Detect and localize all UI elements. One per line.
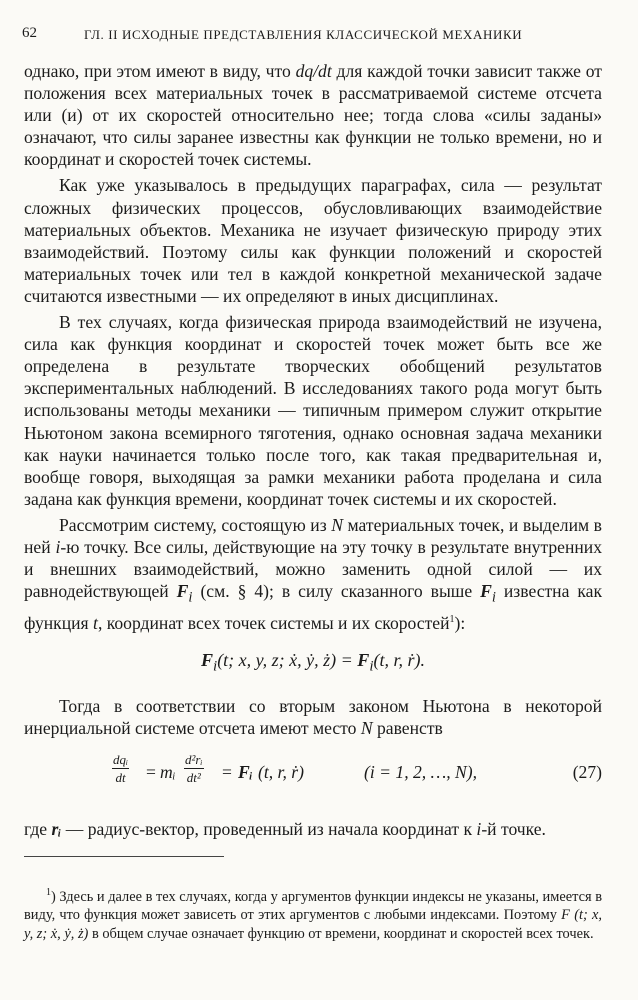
math-r: rᵢ [51,818,62,839]
text: — радиус-вектор, проведенный из начала координат к [61,818,477,839]
math-condition: (i = 1, 2, …, N), [364,761,478,782]
footnote-mark: 1 [46,887,51,898]
math-F: F [357,649,370,670]
math-dq-dt: dq/dt [295,61,332,81]
math-sub-i: i [213,658,218,675]
fraction-denominator: dt² [186,769,201,785]
math-args-left: (t; x, y, z; ẋ, ẏ, ż) = [217,649,358,670]
running-header [22,25,602,47]
page-number: 62 [22,25,37,41]
math-N: N [331,514,343,535]
fraction-numerator: d²rᵢ [185,751,203,767]
page-body [24,60,602,840]
equals-sign: = [146,761,156,782]
equation-27 [24,752,602,800]
math-F: Fᵢ [238,761,253,782]
text: Тогда в соответствии со вторым законом Ньютона в некоторой инерциальной системе отсчета имеют место [24,696,602,739]
formula-force [24,650,602,676]
text: Рассмотрим систему, состоящую из [59,514,332,535]
math-t: t [93,612,98,633]
text: для каждой точки зависит также от положения всех материальных точек в рассматриваемой системе отсчета или (и) от их скоростей относительно нее; тогда слова «силы заданы» означают, что силы заранее известны как функции не только времени, но и координат и скоростей точек системы. [24,61,602,170]
text: ): [454,612,466,633]
text: -ю точку. Все силы, действующие на эту точку в результате внутренних и внешних взаимодействий, можно заменить одной силой — их равнодействующей [24,536,602,602]
text: материальных точек, и выделим в ней [24,514,602,557]
text: ) Здесь и далее в тех случаях, когда у аргументов функции индексы не указаны, имеется в виду, что функция может зависеть от этих аргументов с любыми индексами. Поэтому [24,888,602,924]
math-args-right: (t, r, ṙ). [373,649,425,670]
math-sub-i: i [491,589,496,606]
text: где [24,818,52,839]
text: известна как функция [24,581,602,633]
text: (см. § 4); в силу сказанного выше [192,581,481,602]
chapter-title: ГЛ. II ИСХОДНЫЕ ПРЕДСТАВЛЕНИЯ КЛАССИЧЕСКОЙ МЕХАНИКИ [84,27,523,42]
paragraph-5 [24,695,602,739]
math-sub-i: i [188,589,193,606]
text: однако, при этом имеют в виду, что [24,61,296,81]
equals-sign: = [222,761,232,782]
text: , координат всех точек системы и их скоростей [97,612,450,633]
text: равенств [372,718,443,739]
footnote [24,884,602,944]
math-sub-i: i [369,658,374,675]
math-F-args: F (t; x, y, z; ẋ, ẏ, ż) [24,907,602,942]
fraction-dq-dt [112,752,129,785]
footnote-divider [24,856,224,857]
paragraph-6 [24,818,602,840]
fraction-numerator: dqᵢ [113,751,129,767]
text: -й точке. [481,818,546,839]
equation-number: (27) [572,761,602,782]
math-i: i [55,536,61,557]
paragraph-3: В тех случаях, когда физическая природа взаимодействий не изучена, сила как функция координат и скоростей точек может быть все же определена в результате творческих обобщений результатов экспериментальных наблюдений. В исследованиях такого рода могут быть использованы методы механики — типичным примером служит открытие Ньютоном закона всемирного тяготения, однако основная задача механики как науки начинается только после того, как такая предварительная и, вообще говоря, выходящая за рамки механики работа проделана и сила задана как функция времени, координат точек системы и их скоростей. [24,312,602,509]
math-i: i [476,818,482,839]
footnote-ref[interactable]: 1 [449,613,455,625]
math-F: F [176,581,189,602]
text: в общем случае означает функцию от времени, координат и скоростей всех точек. [88,925,594,942]
paragraph-1 [24,60,602,170]
math-N: N [360,718,373,739]
paragraph-4 [24,514,602,634]
math-args: (t, r, ṙ) [258,761,304,782]
fraction-d2r-dt2 [184,752,204,785]
fraction-denominator: dt [115,769,126,785]
math-F: F [201,649,214,670]
math-F: F [480,581,492,602]
paragraph-2: Как уже указывалось в предыдущих параграфах, сила — результат сложных физических процессов, обусловливающих взаимодействие материальных объектов. Механика не изучает физическую природу этих взаимодействий. Поэтому силы как функции положений и скоростей материальных точек или тел в каждой конкретной механической задаче считаются известными — их определяют в иных дисциплинах. [24,175,602,306]
math-mass: mᵢ [160,761,176,782]
